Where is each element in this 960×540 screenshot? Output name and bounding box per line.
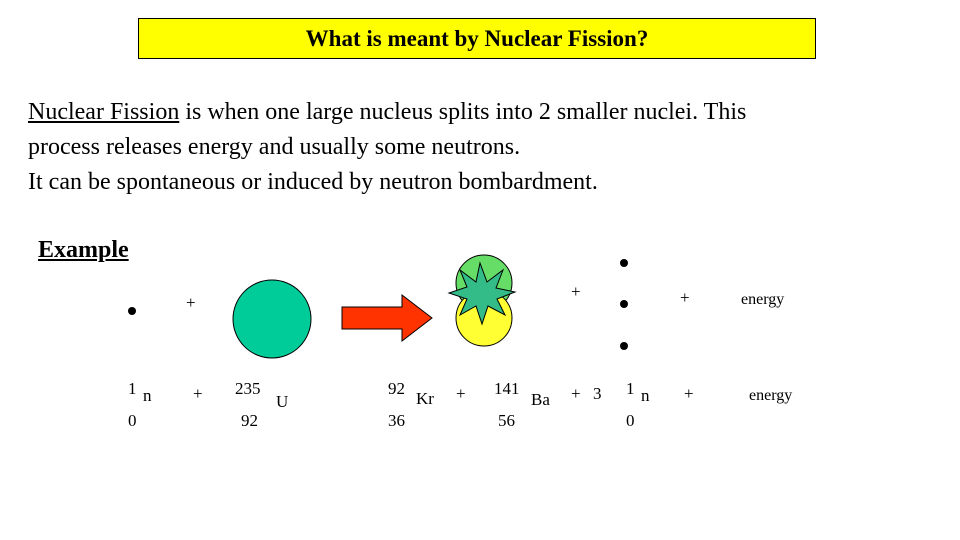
neutron-dot-out-2 (620, 300, 628, 308)
page-title: What is meant by Nuclear Fission? (305, 25, 649, 51)
reaction-arrow-icon (342, 295, 432, 341)
neutron-in-mass: 1 (128, 379, 137, 398)
neutron-out-mass: 1 (626, 379, 635, 398)
equation-plus-2: + (456, 384, 466, 403)
equation-plus-4: + (684, 384, 694, 403)
intro-term: Nuclear Fission (28, 99, 180, 125)
diagram-energy: energy (741, 291, 785, 308)
neutron-dot-out-1 (620, 259, 628, 267)
equation-plus-3: + (571, 384, 581, 403)
intro-line-1-rest: is when one large nucleus splits into 2 smaller nuclei. This (179, 99, 747, 125)
barium-mass: 141 (494, 379, 520, 398)
intro-line-2: process releases energy and usually some neutrons. (28, 134, 521, 160)
intro-line-3: It can be spontaneous or induced by neutron bombardment. (28, 169, 598, 195)
neutron-dot-in (128, 307, 136, 315)
neutron-in-atomic: 0 (128, 411, 137, 430)
equation-plus-1: + (193, 384, 203, 403)
uranium-symbol: U (276, 392, 289, 411)
krypton-mass: 92 (388, 379, 405, 398)
diagram-plus-3: + (680, 288, 690, 307)
neutron-coefficient: 3 (593, 384, 602, 403)
example-label: Example (38, 237, 129, 263)
neutron-dot-out-3 (620, 342, 628, 350)
krypton-atomic: 36 (388, 411, 405, 430)
uranium-nucleus (233, 280, 311, 358)
barium-atomic: 56 (498, 411, 515, 430)
diagram-plus-1: + (186, 293, 196, 312)
neutron-out-atomic: 0 (626, 411, 635, 430)
uranium-mass: 235 (235, 379, 261, 398)
equation-energy: energy (749, 387, 793, 404)
barium-symbol: Ba (531, 390, 550, 409)
neutron-in-symbol: n (143, 386, 152, 405)
krypton-symbol: Kr (416, 389, 434, 408)
diagram-plus-2: + (571, 282, 581, 301)
neutron-out-symbol: n (641, 386, 650, 405)
uranium-atomic: 92 (241, 411, 258, 430)
